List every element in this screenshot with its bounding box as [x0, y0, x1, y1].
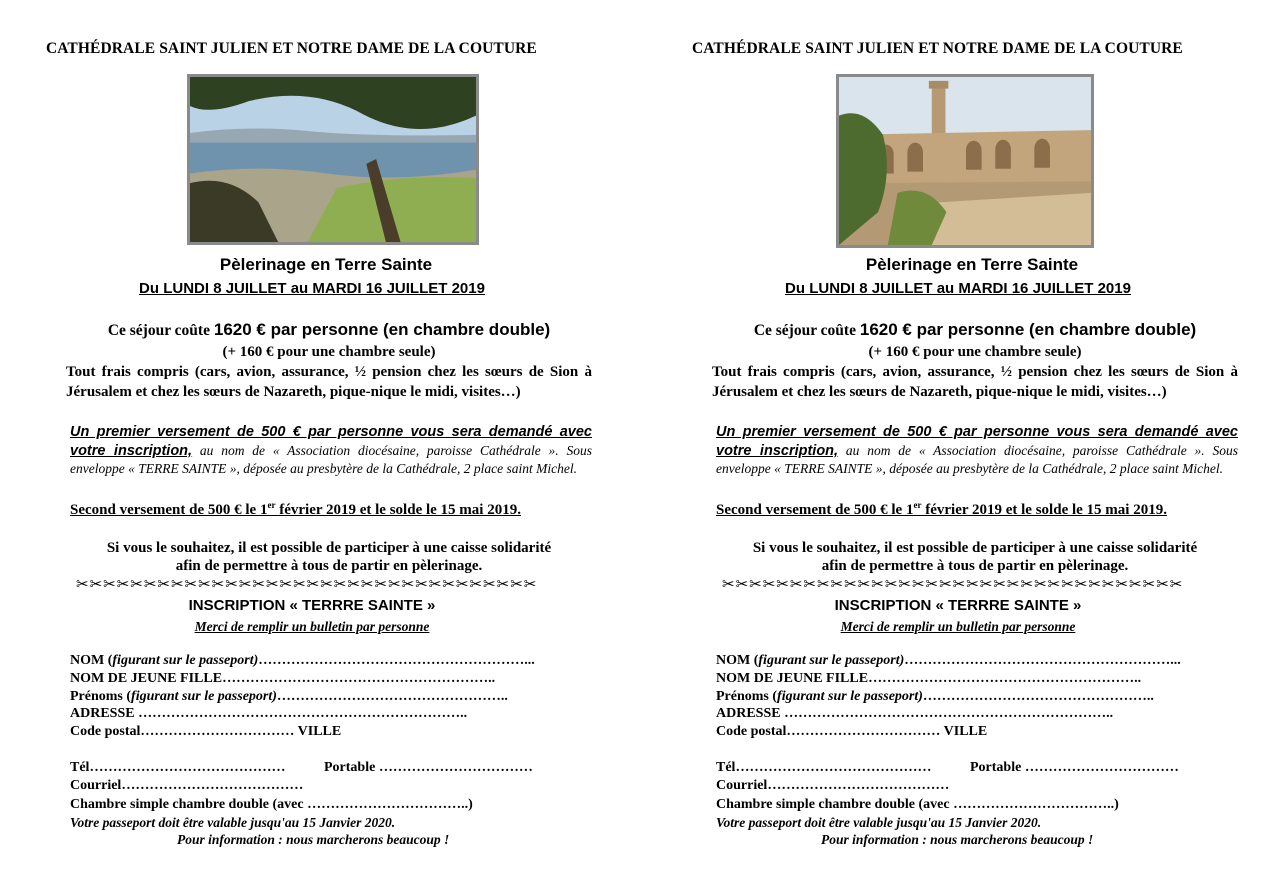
- field-courriel[interactable]: Courriel…………………………………: [70, 778, 304, 793]
- walking-info: Pour information : nous marcherons beaucoup !: [821, 832, 1094, 847]
- field-code-postal-ville[interactable]: Code postal…………………………… VILLE: [716, 724, 988, 739]
- cost-line: [46, 320, 612, 340]
- cost-prefix: Ce séjour coûte: [107, 322, 214, 339]
- deposit-lead: Un premier versement de 500 € par personne vous sera demandé avec votre inscription,: [716, 424, 1238, 459]
- field-chambre[interactable]: Chambre simple chambre double (avec ……………………………..): [716, 797, 1119, 812]
- lake-photo: [187, 74, 479, 245]
- prenoms-label: Prénoms (: [70, 689, 132, 704]
- solidarity-line-1: Si vous le souhaitez, il est possible de participer à une caisse solidarité: [752, 540, 1198, 556]
- single-room-extra: (+ 160 € pour une chambre seule): [222, 344, 436, 360]
- trip-dates: Du LUNDI 8 JUILLET au MARDI 16 JUILLET 2019: [785, 280, 1131, 297]
- nom-label: NOM (: [716, 653, 759, 668]
- second-payment: [70, 500, 521, 519]
- walking-info: Pour information : nous marcherons beaucoup !: [177, 832, 450, 847]
- inscription-title: INSCRIPTION « TERRRE SAINTE »: [188, 597, 436, 614]
- field-prenoms[interactable]: [716, 689, 1154, 705]
- fees-included: Tout frais compris (cars, avion, assurance, ½ pension chez les sœurs de Sion à Jérusalem et chez les sœurs de Nazareth, pique-nique le midi, visites…): [66, 364, 592, 400]
- nom-hint: figurant sur le passeport): [758, 653, 905, 668]
- second-payment-b: février 2019 et le solde le 15 mai 2019.: [275, 502, 521, 518]
- field-courriel[interactable]: Courriel…………………………………: [716, 778, 950, 793]
- old-city-photo: [836, 74, 1094, 248]
- deposit-details: au nom de « Association diocésaine, paroisse Cathédrale ». Sous enveloppe « TERRE SAINTE », déposée au presbytère de la Cathédrale, 2 place saint Michel.: [70, 442, 592, 476]
- field-tel[interactable]: Tél……………………………………: [70, 760, 286, 775]
- solidarity-line-1: Si vous le souhaitez, il est possible de participer à une caisse solidarité: [106, 540, 552, 556]
- passport-note: Votre passeport doit être valable jusqu'au 15 Janvier 2020.: [716, 815, 1042, 830]
- deposit-details: au nom de « Association diocésaine, paroisse Cathédrale ». Sous enveloppe « TERRE SAINTE », déposée au presbytère de la Cathédrale, 2 place saint Michel.: [716, 442, 1238, 476]
- scissors-cut-line: ✂✂✂✂✂✂✂✂✂✂✂✂✂✂✂✂✂✂✂✂✂✂✂✂✂✂✂✂✂✂✂✂✂✂: [76, 575, 538, 593]
- prenoms-hint: figurant sur le passeport): [777, 689, 923, 704]
- solidarity-line-2: afin de permettre à tous de partir en pèlerinage.: [175, 558, 483, 574]
- trip-title: Pèlerinage en Terre Sainte: [865, 255, 1079, 274]
- nom-dots: …………………………………………………...: [904, 653, 1181, 668]
- field-prenoms[interactable]: [70, 689, 508, 705]
- form-instructions: Merci de remplir un bulletin par personne: [840, 619, 1076, 634]
- field-nom-jeune-fille[interactable]: NOM DE JEUNE FILLE…………………………………………………..: [70, 671, 496, 686]
- nom-hint: figurant sur le passeport): [112, 653, 259, 668]
- field-tel[interactable]: Tél……………………………………: [716, 760, 932, 775]
- second-payment-a: Second versement de 500 € le 1: [70, 502, 268, 518]
- nom-dots: …………………………………………………...: [258, 653, 535, 668]
- form-instructions: Merci de remplir un bulletin par personne: [194, 619, 430, 634]
- cost-amount: 1620 € par personne (en chambre double): [859, 320, 1197, 339]
- field-nom[interactable]: [70, 653, 535, 669]
- scissors-cut-line: ✂✂✂✂✂✂✂✂✂✂✂✂✂✂✂✂✂✂✂✂✂✂✂✂✂✂✂✂✂✂✂✂✂✂: [722, 575, 1184, 593]
- cost-prefix: Ce séjour coûte: [753, 322, 860, 339]
- field-nom-jeune-fille[interactable]: NOM DE JEUNE FILLE…………………………………………………..: [716, 671, 1142, 686]
- flyer-left: [46, 0, 606, 884]
- nom-label: NOM (: [70, 653, 113, 668]
- field-chambre[interactable]: Chambre simple chambre double (avec ……………………………..): [70, 797, 473, 812]
- cost-line: [692, 320, 1258, 340]
- second-payment-sup: er: [913, 500, 922, 510]
- deposit-paragraph: [70, 423, 592, 478]
- solidarity-line-2: afin de permettre à tous de partir en pèlerinage.: [821, 558, 1129, 574]
- trip-dates: Du LUNDI 8 JUILLET au MARDI 16 JUILLET 2019: [139, 280, 485, 297]
- deposit-paragraph: [716, 423, 1238, 478]
- prenoms-label: Prénoms (: [716, 689, 778, 704]
- deposit-lead: Un premier versement de 500 € par personne vous sera demandé avec votre inscription,: [70, 424, 592, 459]
- single-room-extra: (+ 160 € pour une chambre seule): [868, 344, 1082, 360]
- second-payment-b: février 2019 et le solde le 15 mai 2019.: [921, 502, 1167, 518]
- second-payment: [716, 500, 1167, 519]
- flyer-right: [692, 0, 1252, 884]
- field-code-postal-ville[interactable]: Code postal…………………………… VILLE: [70, 724, 342, 739]
- field-adresse[interactable]: ADRESSE ……………………………………………………………..: [716, 706, 1114, 721]
- prenoms-dots: …………………………………………..: [922, 689, 1154, 704]
- second-payment-a: Second versement de 500 € le 1: [716, 502, 914, 518]
- field-portable[interactable]: Portable ……………………………: [324, 760, 533, 775]
- fees-included: Tout frais compris (cars, avion, assurance, ½ pension chez les sœurs de Sion à Jérusalem et chez les sœurs de Nazareth, pique-nique le midi, visites…): [712, 364, 1238, 400]
- field-nom[interactable]: [716, 653, 1181, 669]
- passport-note: Votre passeport doit être valable jusqu'au 15 Janvier 2020.: [70, 815, 396, 830]
- inscription-title: INSCRIPTION « TERRRE SAINTE »: [834, 597, 1082, 614]
- second-payment-sup: er: [267, 500, 276, 510]
- prenoms-dots: …………………………………………..: [276, 689, 508, 704]
- trip-title: Pèlerinage en Terre Sainte: [219, 255, 433, 274]
- cost-amount: 1620 € par personne (en chambre double): [213, 320, 551, 339]
- prenoms-hint: figurant sur le passeport): [131, 689, 277, 704]
- field-adresse[interactable]: ADRESSE ……………………………………………………………..: [70, 706, 468, 721]
- flyer-header: CATHÉDRALE SAINT JULIEN ET NOTRE DAME DE LA COUTURE: [46, 40, 537, 57]
- field-portable[interactable]: Portable ……………………………: [970, 760, 1179, 775]
- flyer-header: CATHÉDRALE SAINT JULIEN ET NOTRE DAME DE LA COUTURE: [692, 40, 1183, 57]
